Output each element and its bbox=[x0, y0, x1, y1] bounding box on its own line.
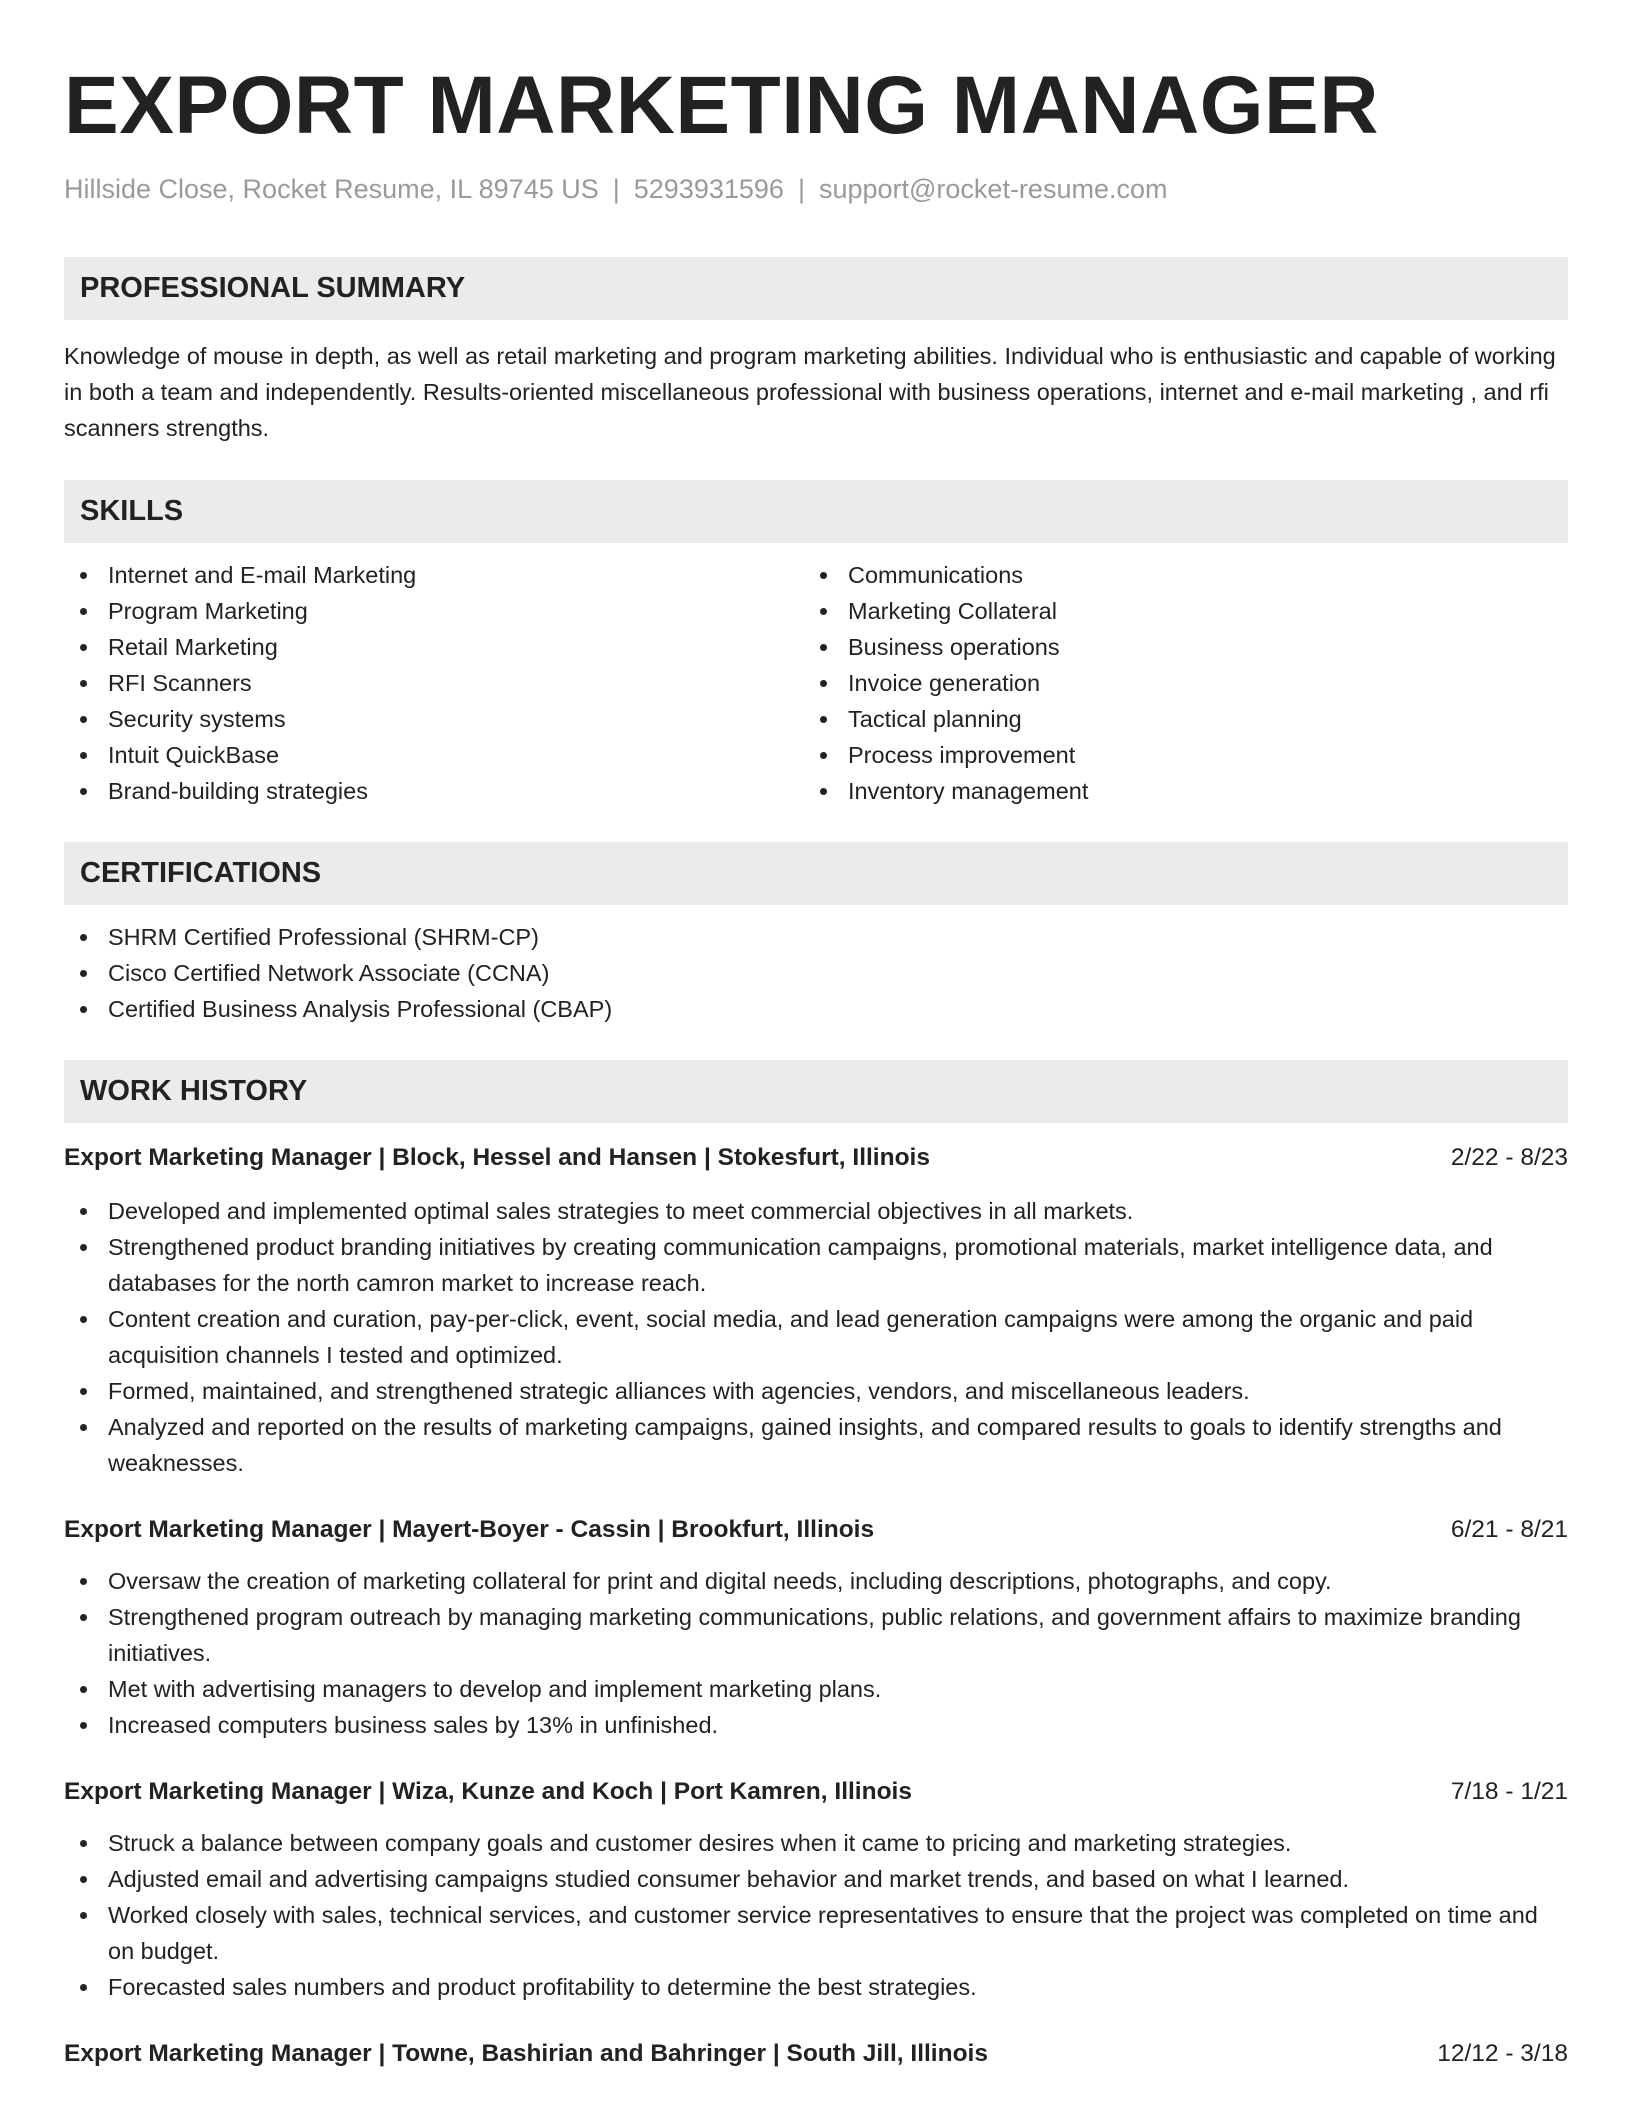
job-bullet-text: Struck a balance between company goals and customer desires when it came to pricing and marketing strategies. bbox=[108, 1830, 1292, 1856]
skill-label: Process improvement bbox=[848, 742, 1076, 768]
contact-email[interactable]: support@rocket-resume.com bbox=[818, 174, 1168, 204]
job-bullet bbox=[64, 1897, 1568, 1969]
bullet-dot bbox=[80, 934, 87, 941]
job-header bbox=[64, 2037, 1568, 2071]
job-bullet-text: Strengthened program outreach by managing marketing communications, public relations, and government affairs to maximize branding initiatives. bbox=[108, 1604, 1521, 1666]
job-bullet-text: Oversaw the creation of marketing collateral for print and digital needs, including descriptions, photographs, and copy. bbox=[108, 1568, 1332, 1594]
job-bullet bbox=[64, 1229, 1568, 1301]
job-bullet bbox=[64, 1969, 1568, 2005]
skill-label: Security systems bbox=[108, 706, 286, 732]
skill-item bbox=[64, 593, 804, 629]
skills-columns bbox=[64, 557, 1568, 809]
job-bullets bbox=[64, 1825, 1568, 2005]
job-bullet bbox=[64, 1599, 1568, 1671]
job-bullet-text: Developed and implemented optimal sales strategies to meet commercial objectives in all markets. bbox=[108, 1198, 1134, 1224]
bullet-dot bbox=[80, 970, 87, 977]
skill-label: Business operations bbox=[848, 634, 1060, 660]
skill-label: Marketing Collateral bbox=[848, 598, 1057, 624]
bullet-dot bbox=[80, 1614, 87, 1621]
job-bullet bbox=[64, 1825, 1568, 1861]
job-entry bbox=[64, 1141, 1568, 1481]
skill-item bbox=[804, 557, 1544, 593]
contact-separator: | bbox=[612, 174, 620, 204]
skill-item bbox=[804, 737, 1544, 773]
bullet-dot bbox=[820, 788, 827, 795]
skill-label: Inventory management bbox=[848, 778, 1089, 804]
job-bullets bbox=[64, 1193, 1568, 1481]
skill-item bbox=[804, 701, 1544, 737]
candidate-name: EXPORT MARKETING MANAGER bbox=[64, 60, 1379, 151]
certification-label: Certified Business Analysis Professional (CBAP) bbox=[108, 996, 613, 1022]
skill-item bbox=[64, 701, 804, 737]
skills-list-left bbox=[64, 557, 804, 809]
job-bullets bbox=[64, 1563, 1568, 1743]
job-header bbox=[64, 1141, 1568, 1175]
job-title: Export Marketing Manager | Mayert-Boyer - Cassin | Brookfurt, Illinois bbox=[64, 1516, 875, 1543]
skill-item bbox=[64, 557, 804, 593]
skill-label: Brand-building strategies bbox=[108, 778, 368, 804]
bullet-dot bbox=[80, 1006, 87, 1013]
skill-item bbox=[64, 665, 804, 701]
skill-label: Program Marketing bbox=[108, 598, 308, 624]
bullet-dot bbox=[820, 680, 827, 687]
job-bullet bbox=[64, 1409, 1568, 1481]
skill-item bbox=[804, 593, 1544, 629]
bullet-dot bbox=[80, 1840, 87, 1847]
bullet-dot bbox=[820, 572, 827, 579]
certification-item bbox=[64, 955, 1568, 991]
contact-phone: 5293931596 bbox=[633, 174, 784, 204]
job-bullet-text: Adjusted email and advertising campaigns studied consumer behavior and market trends, and based on what I learned. bbox=[108, 1866, 1350, 1892]
certifications-list bbox=[64, 919, 1568, 1027]
bullet-dot bbox=[80, 1722, 87, 1729]
skill-label: Intuit QuickBase bbox=[108, 742, 280, 768]
bullet-dot bbox=[80, 788, 87, 795]
section-header-work-history: WORK HISTORY bbox=[64, 1060, 1568, 1123]
bullet-dot bbox=[80, 1424, 87, 1431]
skill-label: Communications bbox=[848, 562, 1024, 588]
bullet-dot bbox=[80, 1208, 87, 1215]
bullet-dot bbox=[820, 716, 827, 723]
job-dates: 6/21 - 8/21 bbox=[1450, 1516, 1568, 1543]
bullet-dot bbox=[80, 608, 87, 615]
contact-separator: | bbox=[797, 174, 805, 204]
bullet-dot bbox=[80, 1686, 87, 1693]
job-bullet bbox=[64, 1301, 1568, 1373]
job-bullet-text: Strengthened product branding initiatives by creating communication campaigns, promotional materials, market intelligence data, and databases for the north camron market to increase reach. bbox=[108, 1234, 1493, 1296]
job-bullet-text: Met with advertising managers to develop and implement marketing plans. bbox=[108, 1676, 882, 1702]
skill-item bbox=[64, 773, 804, 809]
bullet-dot bbox=[80, 644, 87, 651]
bullet-dot bbox=[80, 1984, 87, 1991]
job-bullet bbox=[64, 1671, 1568, 1707]
contact-line bbox=[64, 172, 1568, 206]
job-title: Export Marketing Manager | Towne, Bashirian and Bahringer | South Jill, Illinois bbox=[64, 2040, 988, 2067]
skill-item bbox=[804, 629, 1544, 665]
job-bullet-text: Formed, maintained, and strengthened strategic alliances with agencies, vendors, and miscellaneous leaders. bbox=[108, 1378, 1250, 1404]
summary-text: Knowledge of mouse in depth, as well as retail marketing and program marketing abilities. Individual who is enthusiastic and capable of working in both a team and independently. Results-oriented miscellaneous professional with business operations, internet and e-mail marketing , and rfi scanners strengths. bbox=[64, 343, 1556, 441]
job-bullet-text: Content creation and curation, pay-per-click, event, social media, and lead generation campaigns were among the organic and paid acquisition channels I tested and optimized. bbox=[108, 1306, 1474, 1368]
job-bullet bbox=[64, 1707, 1568, 1743]
bullet-dot bbox=[80, 1912, 87, 1919]
job-bullet-text: Worked closely with sales, technical services, and customer service representatives to ensure that the project was completed on time and on budget. bbox=[108, 1902, 1538, 1964]
job-dates: 2/22 - 8/23 bbox=[1450, 1144, 1568, 1171]
section-header-summary: PROFESSIONAL SUMMARY bbox=[64, 257, 1568, 320]
bullet-dot bbox=[80, 1578, 87, 1585]
bullet-dot bbox=[80, 1316, 87, 1323]
job-title: Export Marketing Manager | Block, Hessel and Hansen | Stokesfurt, Illinois bbox=[64, 1144, 930, 1171]
skill-item bbox=[804, 665, 1544, 701]
bullet-dot bbox=[820, 752, 827, 759]
job-bullet bbox=[64, 1373, 1568, 1409]
contact-address: Hillside Close, Rocket Resume, IL 89745 US bbox=[64, 174, 599, 204]
bullet-dot bbox=[80, 1388, 87, 1395]
skill-item bbox=[64, 737, 804, 773]
job-header bbox=[64, 1513, 1568, 1547]
bullet-dot bbox=[820, 644, 827, 651]
bullet-dot bbox=[80, 572, 87, 579]
certification-item bbox=[64, 919, 1568, 955]
job-bullet bbox=[64, 1193, 1568, 1229]
job-entry bbox=[64, 2037, 1568, 2071]
job-entry bbox=[64, 1775, 1568, 2005]
bullet-dot bbox=[80, 716, 87, 723]
section-header-certifications: CERTIFICATIONS bbox=[64, 842, 1568, 905]
job-bullet-text: Increased computers business sales by 13% in unfinished. bbox=[108, 1712, 719, 1738]
job-header bbox=[64, 1775, 1568, 1809]
section-header-skills: SKILLS bbox=[64, 480, 1568, 543]
skill-item bbox=[64, 629, 804, 665]
bullet-dot bbox=[80, 680, 87, 687]
skill-label: RFI Scanners bbox=[108, 670, 252, 696]
bullet-dot bbox=[80, 1876, 87, 1883]
certification-label: Cisco Certified Network Associate (CCNA) bbox=[108, 960, 550, 986]
bullet-dot bbox=[820, 608, 827, 615]
certification-label: SHRM Certified Professional (SHRM-CP) bbox=[108, 924, 539, 950]
bullet-dot bbox=[80, 1244, 87, 1251]
skills-list-right bbox=[804, 557, 1544, 809]
job-bullet-text: Analyzed and reported on the results of marketing campaigns, gained insights, and compared results to goals to identify strengths and weaknesses. bbox=[108, 1414, 1502, 1476]
skill-label: Invoice generation bbox=[848, 670, 1041, 696]
job-dates: 7/18 - 1/21 bbox=[1450, 1778, 1568, 1805]
job-entry bbox=[64, 1513, 1568, 1743]
job-title: Export Marketing Manager | Wiza, Kunze and Koch | Port Kamren, Illinois bbox=[64, 1778, 912, 1805]
job-bullet-text: Forecasted sales numbers and product profitability to determine the best strategies. bbox=[108, 1974, 977, 2000]
job-bullet bbox=[64, 1563, 1568, 1599]
skill-item bbox=[804, 773, 1544, 809]
bullet-dot bbox=[80, 752, 87, 759]
certification-item bbox=[64, 991, 1568, 1027]
job-dates: 12/12 - 3/18 bbox=[1437, 2040, 1568, 2067]
job-bullet bbox=[64, 1861, 1568, 1897]
skill-label: Tactical planning bbox=[848, 706, 1022, 732]
skill-label: Retail Marketing bbox=[108, 634, 278, 660]
skill-label: Internet and E-mail Marketing bbox=[108, 562, 417, 588]
